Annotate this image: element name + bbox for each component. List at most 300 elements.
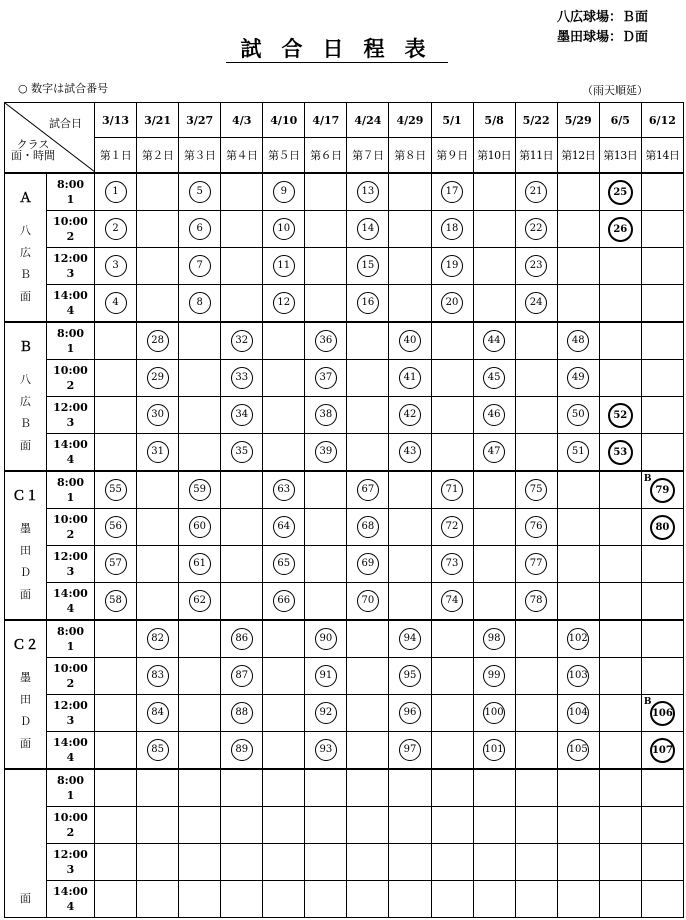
- time-text: 14:00: [53, 587, 88, 600]
- schedule-row: [5, 620, 684, 658]
- match-number: 69: [357, 553, 379, 575]
- match-cell: [137, 434, 179, 472]
- time-slot-number: 4: [66, 304, 75, 317]
- time-text: 14:00: [53, 885, 88, 898]
- time-text: 12:00: [53, 699, 88, 712]
- match-number: 23: [525, 255, 547, 277]
- match-cell: [641, 360, 683, 397]
- schedule-table: [4, 102, 684, 918]
- match-cell: [179, 173, 221, 211]
- date-cell: 4/3: [221, 103, 263, 138]
- match-cell: [179, 695, 221, 732]
- match-cell: [473, 471, 515, 509]
- match-cell: [641, 769, 683, 807]
- schedule-row: [5, 322, 684, 360]
- match-cell: [473, 881, 515, 918]
- match-cell: [179, 769, 221, 807]
- match-cell: [431, 360, 473, 397]
- date-cell: 5/1: [431, 103, 473, 138]
- title-underline: [226, 62, 448, 63]
- match-number: 21: [525, 181, 547, 203]
- schedule-row: [5, 695, 684, 732]
- match-cell: [137, 546, 179, 583]
- match-number: 95: [399, 665, 421, 687]
- match-cell: [389, 471, 431, 509]
- schedule-row: [5, 583, 684, 621]
- match-cell: [557, 471, 599, 509]
- time-slot-number: 2: [66, 826, 75, 839]
- match-cell: [431, 583, 473, 621]
- match-cell: [473, 173, 515, 211]
- match-cell: [137, 322, 179, 360]
- venue-note-sumida: 墨田球場：Ｄ面: [556, 30, 648, 45]
- match-cell: [179, 583, 221, 621]
- match-number: 16: [357, 292, 379, 314]
- time-slot-number: 2: [66, 677, 75, 690]
- match-cell: [347, 248, 389, 285]
- match-cell: [599, 211, 641, 248]
- match-number: 56: [105, 516, 127, 538]
- match-cell: [473, 658, 515, 695]
- match-cell: [557, 769, 599, 807]
- match-number: 5: [189, 181, 211, 203]
- match-cell: [641, 471, 683, 509]
- venue-char: 墨: [20, 670, 31, 684]
- match-cell: [305, 397, 347, 434]
- match-number: 105: [567, 739, 589, 761]
- match-cell: [473, 322, 515, 360]
- match-cell: [641, 620, 683, 658]
- match-cell: [263, 658, 305, 695]
- match-number: 57: [105, 553, 127, 575]
- match-number: 6: [189, 218, 211, 240]
- day-cell: 第２日: [137, 138, 179, 174]
- match-cell: [137, 881, 179, 918]
- match-cell: [305, 844, 347, 881]
- time-cell: [47, 695, 95, 732]
- match-cell: [431, 509, 473, 546]
- match-number: 1: [105, 181, 127, 203]
- schedule-row: [5, 360, 684, 397]
- time-cell: [47, 471, 95, 509]
- match-cell: [557, 583, 599, 621]
- match-cell: [473, 397, 515, 434]
- time-slot-number: 3: [66, 863, 75, 876]
- match-cell: [389, 322, 431, 360]
- match-cell: [95, 583, 137, 621]
- match-cell: [221, 546, 263, 583]
- match-cell: [305, 620, 347, 658]
- time-text: 10:00: [53, 513, 88, 526]
- match-number: 2: [105, 218, 127, 240]
- time-slot-number: 3: [66, 267, 75, 280]
- match-cell: [641, 509, 683, 546]
- match-cell: [179, 397, 221, 434]
- day-cell: 第７日: [347, 138, 389, 174]
- match-cell: [389, 732, 431, 770]
- match-number: 87: [231, 665, 253, 687]
- match-cell: [305, 583, 347, 621]
- match-cell: [473, 769, 515, 807]
- time-cell: [47, 546, 95, 583]
- match-number: 58: [105, 590, 127, 612]
- match-number: 65: [273, 553, 295, 575]
- day-row: [5, 138, 684, 174]
- match-cell: [179, 881, 221, 918]
- day-cell: 第11日: [515, 138, 557, 174]
- legend-note: ○ 数字は試合番号: [18, 82, 109, 95]
- match-number: 85: [147, 739, 169, 761]
- match-cell: [137, 844, 179, 881]
- match-cell: [431, 844, 473, 881]
- match-cell: [305, 509, 347, 546]
- match-cell: [641, 434, 683, 472]
- match-cell: [431, 248, 473, 285]
- match-cell: [95, 248, 137, 285]
- match-cell: [137, 658, 179, 695]
- match-cell: [389, 434, 431, 472]
- match-number: 31: [147, 441, 169, 463]
- match-cell: [473, 211, 515, 248]
- match-cell: [221, 322, 263, 360]
- time-cell: [47, 658, 95, 695]
- match-cell: [221, 173, 263, 211]
- header-class-label: [11, 139, 55, 161]
- match-cell: [95, 881, 137, 918]
- header-face-time-text: 面・時間: [11, 149, 55, 162]
- venue-char: 面: [20, 736, 31, 750]
- match-cell: [305, 322, 347, 360]
- match-number: 35: [231, 441, 253, 463]
- match-cell: [347, 173, 389, 211]
- venue-char: 八: [20, 223, 31, 237]
- match-number: 91: [315, 665, 337, 687]
- match-number: 41: [399, 367, 421, 389]
- match-number: 11: [273, 255, 295, 277]
- match-cell: [221, 732, 263, 770]
- date-cell: 5/22: [515, 103, 557, 138]
- time-text: 14:00: [53, 289, 88, 302]
- day-cell: 第13日: [599, 138, 641, 174]
- match-cell: [179, 360, 221, 397]
- match-cell: [347, 844, 389, 881]
- match-number: 3: [105, 255, 127, 277]
- match-cell: [473, 248, 515, 285]
- match-cell: [599, 844, 641, 881]
- match-cell: [137, 583, 179, 621]
- match-cell: [263, 769, 305, 807]
- match-number: 25: [608, 180, 633, 205]
- class-name: Ｃ１: [12, 488, 39, 504]
- schedule-row: [5, 732, 684, 770]
- match-number: 96: [399, 702, 421, 724]
- match-cell: [305, 285, 347, 323]
- venue-char: 広: [20, 394, 31, 408]
- match-cell: [347, 658, 389, 695]
- time-cell: [47, 322, 95, 360]
- match-cell: [263, 732, 305, 770]
- header-match-day-label: 試合日: [49, 117, 82, 130]
- match-cell: [263, 471, 305, 509]
- date-cell: 6/12: [641, 103, 683, 138]
- venue-char: 八: [20, 372, 31, 386]
- class-name: Ｃ２: [12, 637, 39, 653]
- match-number: 50: [567, 404, 589, 426]
- match-cell: [263, 844, 305, 881]
- match-cell: [473, 695, 515, 732]
- match-cell: [179, 620, 221, 658]
- match-number: 18: [441, 218, 463, 240]
- match-cell: [221, 844, 263, 881]
- match-cell: [557, 546, 599, 583]
- venue-char: 面: [20, 587, 31, 601]
- match-cell: [137, 471, 179, 509]
- time-text: 14:00: [53, 736, 88, 749]
- match-cell: [641, 658, 683, 695]
- match-number: 94: [399, 628, 421, 650]
- match-number: 84: [147, 702, 169, 724]
- match-number: 38: [315, 404, 337, 426]
- match-cell: [263, 546, 305, 583]
- match-number: 72: [441, 516, 463, 538]
- match-number: 55: [105, 479, 127, 501]
- match-cell: [473, 509, 515, 546]
- time-cell: [47, 881, 95, 918]
- match-cell: [641, 546, 683, 583]
- time-slot-number: 3: [66, 714, 75, 727]
- match-cell: [347, 881, 389, 918]
- match-cell: [641, 173, 683, 211]
- match-cell: [305, 434, 347, 472]
- match-cell: [389, 881, 431, 918]
- match-cell: [95, 397, 137, 434]
- date-cell: 3/27: [179, 103, 221, 138]
- day-cell: 第３日: [179, 138, 221, 174]
- schedule-row: [5, 807, 684, 844]
- time-text: 10:00: [53, 811, 88, 824]
- match-cell: [473, 285, 515, 323]
- match-cell: [95, 732, 137, 770]
- match-cell: [389, 211, 431, 248]
- venue-note-yahiro: 八広球場：Ｂ面: [556, 10, 648, 25]
- match-cell: [179, 732, 221, 770]
- time-slot-number: 2: [66, 528, 75, 541]
- match-cell: [641, 211, 683, 248]
- match-number: 86: [231, 628, 253, 650]
- match-number: 78: [525, 590, 547, 612]
- match-number: 77: [525, 553, 547, 575]
- date-cell: 4/29: [389, 103, 431, 138]
- match-cell: [221, 471, 263, 509]
- match-cell: [431, 732, 473, 770]
- time-text: 8:00: [56, 327, 85, 340]
- match-cell: [137, 173, 179, 211]
- match-cell: [347, 695, 389, 732]
- match-cell: [263, 360, 305, 397]
- match-cell: [599, 546, 641, 583]
- schedule-row: [5, 881, 684, 918]
- match-cell: [95, 173, 137, 211]
- match-cell: [137, 732, 179, 770]
- match-cell: [515, 285, 557, 323]
- date-cell: 3/13: [95, 103, 137, 138]
- match-cell: [515, 546, 557, 583]
- match-cell: [431, 322, 473, 360]
- match-cell: [641, 695, 683, 732]
- match-number: 51: [567, 441, 589, 463]
- match-cell: [263, 322, 305, 360]
- match-cell: [95, 546, 137, 583]
- match-cell: [473, 844, 515, 881]
- schedule-row: [5, 434, 684, 472]
- match-cell: [179, 546, 221, 583]
- match-cell: [179, 844, 221, 881]
- match-cell: [599, 434, 641, 472]
- time-slot-number: 1: [66, 491, 75, 504]
- match-number: 82: [147, 628, 169, 650]
- match-number: 83: [147, 665, 169, 687]
- match-number: 106: [650, 701, 675, 726]
- match-cell: [599, 769, 641, 807]
- match-number: 70: [357, 590, 379, 612]
- time-slot-number: 3: [66, 565, 75, 578]
- match-cell: [389, 397, 431, 434]
- match-number: 14: [357, 218, 379, 240]
- match-cell: [137, 397, 179, 434]
- match-number: 75: [525, 479, 547, 501]
- match-cell: [347, 471, 389, 509]
- match-number: 98: [483, 628, 505, 650]
- time-slot-number: 2: [66, 379, 75, 392]
- match-cell: [515, 807, 557, 844]
- date-cell: 4/24: [347, 103, 389, 138]
- match-cell: [347, 434, 389, 472]
- match-cell: [137, 360, 179, 397]
- match-cell: [515, 658, 557, 695]
- match-cell: [305, 732, 347, 770]
- match-cell: [221, 248, 263, 285]
- match-cell: [347, 285, 389, 323]
- match-cell: [305, 695, 347, 732]
- schedule-row: [5, 173, 684, 211]
- match-cell: [221, 397, 263, 434]
- match-cell: [95, 509, 137, 546]
- match-cell: [557, 881, 599, 918]
- match-cell: [263, 434, 305, 472]
- match-cell: [515, 583, 557, 621]
- match-cell: [641, 583, 683, 621]
- match-cell: [179, 248, 221, 285]
- match-cell: [599, 248, 641, 285]
- match-cell: [515, 248, 557, 285]
- class-cell: [5, 471, 47, 620]
- match-cell: [221, 881, 263, 918]
- match-cell: [263, 881, 305, 918]
- match-cell: [431, 695, 473, 732]
- schedule-row: [5, 211, 684, 248]
- match-cell: [431, 471, 473, 509]
- match-cell: [137, 211, 179, 248]
- match-number: 42: [399, 404, 421, 426]
- match-cell: [557, 173, 599, 211]
- match-cell: [431, 807, 473, 844]
- venue-char: Ｂ: [20, 267, 31, 281]
- match-number: 53: [608, 440, 633, 465]
- match-cell: [389, 248, 431, 285]
- match-cell: [599, 397, 641, 434]
- venue-char: 田: [20, 692, 31, 706]
- match-cell: [515, 173, 557, 211]
- match-cell: [137, 620, 179, 658]
- match-number: 8: [189, 292, 211, 314]
- match-cell: [599, 620, 641, 658]
- match-cell: [641, 322, 683, 360]
- match-cell: [599, 471, 641, 509]
- day-cell: 第５日: [263, 138, 305, 174]
- match-number: 66: [273, 590, 295, 612]
- match-cell: [347, 509, 389, 546]
- match-cell: [305, 807, 347, 844]
- match-number: 20: [441, 292, 463, 314]
- match-number: 26: [608, 217, 633, 242]
- match-cell: [137, 807, 179, 844]
- match-cell: [557, 285, 599, 323]
- match-cell: [305, 248, 347, 285]
- match-cell: [347, 546, 389, 583]
- venue-char: 墨: [20, 521, 31, 535]
- match-cell: [515, 769, 557, 807]
- match-cell: [431, 658, 473, 695]
- date-cell: 4/10: [263, 103, 305, 138]
- time-cell: [47, 248, 95, 285]
- match-number: 62: [189, 590, 211, 612]
- match-cell: [137, 285, 179, 323]
- match-cell: [305, 471, 347, 509]
- match-number: 33: [231, 367, 253, 389]
- match-number: 7: [189, 255, 211, 277]
- time-text: 8:00: [56, 178, 85, 191]
- match-cell: [515, 397, 557, 434]
- match-cell: [137, 769, 179, 807]
- date-cell: 5/29: [557, 103, 599, 138]
- match-number: 22: [525, 218, 547, 240]
- match-cell: [557, 322, 599, 360]
- date-cell: 3/21: [137, 103, 179, 138]
- match-cell: [347, 397, 389, 434]
- date-cell: 5/8: [473, 103, 515, 138]
- day-cell: 第９日: [431, 138, 473, 174]
- match-number: 39: [315, 441, 337, 463]
- match-cell: [95, 844, 137, 881]
- match-cell: [137, 695, 179, 732]
- match-cell: [557, 360, 599, 397]
- match-cell: [473, 620, 515, 658]
- match-cell: [347, 583, 389, 621]
- match-number: 24: [525, 292, 547, 314]
- match-number: 107: [650, 738, 675, 763]
- match-cell: [389, 509, 431, 546]
- time-text: 10:00: [53, 364, 88, 377]
- match-number: 97: [399, 739, 421, 761]
- time-text: 12:00: [53, 550, 88, 563]
- time-text: 10:00: [53, 215, 88, 228]
- match-cell: [305, 211, 347, 248]
- schedule-row: [5, 285, 684, 323]
- match-cell: [95, 360, 137, 397]
- match-number: 30: [147, 404, 169, 426]
- day-cell: 第10日: [473, 138, 515, 174]
- match-cell: [347, 620, 389, 658]
